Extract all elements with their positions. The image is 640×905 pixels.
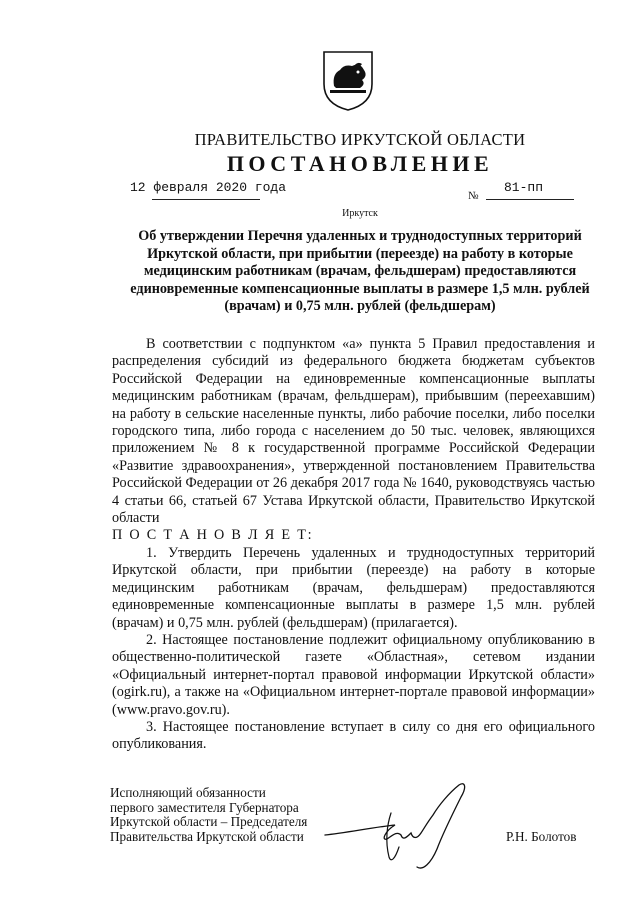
item-2-paragraph: 2. Настоящее постановление подлежит официальному опубликованию в общественно-политической газете «Областная», сетевом издании «Официальный интернет-портал правовой информации Иркутской области» (ogirk.ru), а также на «Официальном интернет-портале правовой информации» (www.pravo.gov.ru). [112, 631, 595, 718]
signatory-title-line: Иркутской области – Председателя [110, 814, 308, 830]
preamble-paragraph: В соответствии с подпунктом «а» пункта 5 Правил предоставления и распределения субсидий из федерального бюджета бюджетам субъектов Российской Федерации на единовременные компенсационные выплаты медицинским работникам (врачам, фельдшерам), прибывшим (переехавшим) на работу в сельские населенные пункты, либо рабочие поселки, либо поселки городского типа, либо города с населением до 50 тыс. человек, являющихся приложением № 8 к государственной программе Российской Федерации «Развитие здравоохранения», утвержденной постановлением Правительства Российской Федерации от 26 декабря 2017 года № 1640, руководствуясь частью 4 статьи 66, статьей 67 Устава Иркутской области, Правительство Иркутской области [112, 336, 595, 527]
signatory-title-line: Правительства Иркутской области [110, 828, 304, 844]
document-body [112, 336, 595, 754]
item-1-paragraph: 1. Утвердить Перечень удаленных и труднодоступных территорий Иркутской области, при прибытии (переезде) на работу в которые медицинским работникам (врачам, фельдшерам) предоставляются единовременные компенсационные выплаты в размере 1,5 млн. рублей (врачам) и 0,75 млн. рублей (фельдшерам) (прилагается). [112, 544, 595, 631]
number-sign: № [468, 190, 479, 202]
city: Иркутск [342, 208, 378, 219]
document-date: 12 февраля 2020 года [130, 180, 287, 195]
item-3-paragraph: 3. Настоящее постановление вступает в силу со дня его официального опубликования. [112, 718, 595, 753]
document-number: 81-пп [504, 180, 544, 195]
date-underline [152, 199, 260, 200]
signatory-name: Р.Н. Болотов [506, 829, 577, 844]
handwritten-signature [315, 775, 485, 875]
resolves-heading: П О С Т А Н О В Л Я Е Т: [112, 527, 314, 544]
number-underline [486, 199, 574, 200]
coat-of-arms-icon [322, 50, 374, 112]
document-type: ПОСТАНОВЛЕНИЕ [226, 151, 494, 176]
document-title: Об утверждении Перечня удаленных и труднодоступных территорий Иркутской области, при прибытии (переезде) на работу в которые медицинским работникам (врачам, фельдшерам) предоставляются единовременные компенсационные выплаты в размере 1,5 млн. рублей (врачам) и 0,75 млн. рублей (фельдшерам) [130, 228, 590, 314]
signatory-title-line: первого заместителя Губернатора [110, 799, 299, 815]
signatory-title-line: Исполняющий обязанности [110, 785, 266, 800]
government-name: ПРАВИТЕЛЬСТВО ИРКУТСКОЙ ОБЛАСТИ [194, 130, 526, 149]
signatory-title [110, 786, 307, 844]
